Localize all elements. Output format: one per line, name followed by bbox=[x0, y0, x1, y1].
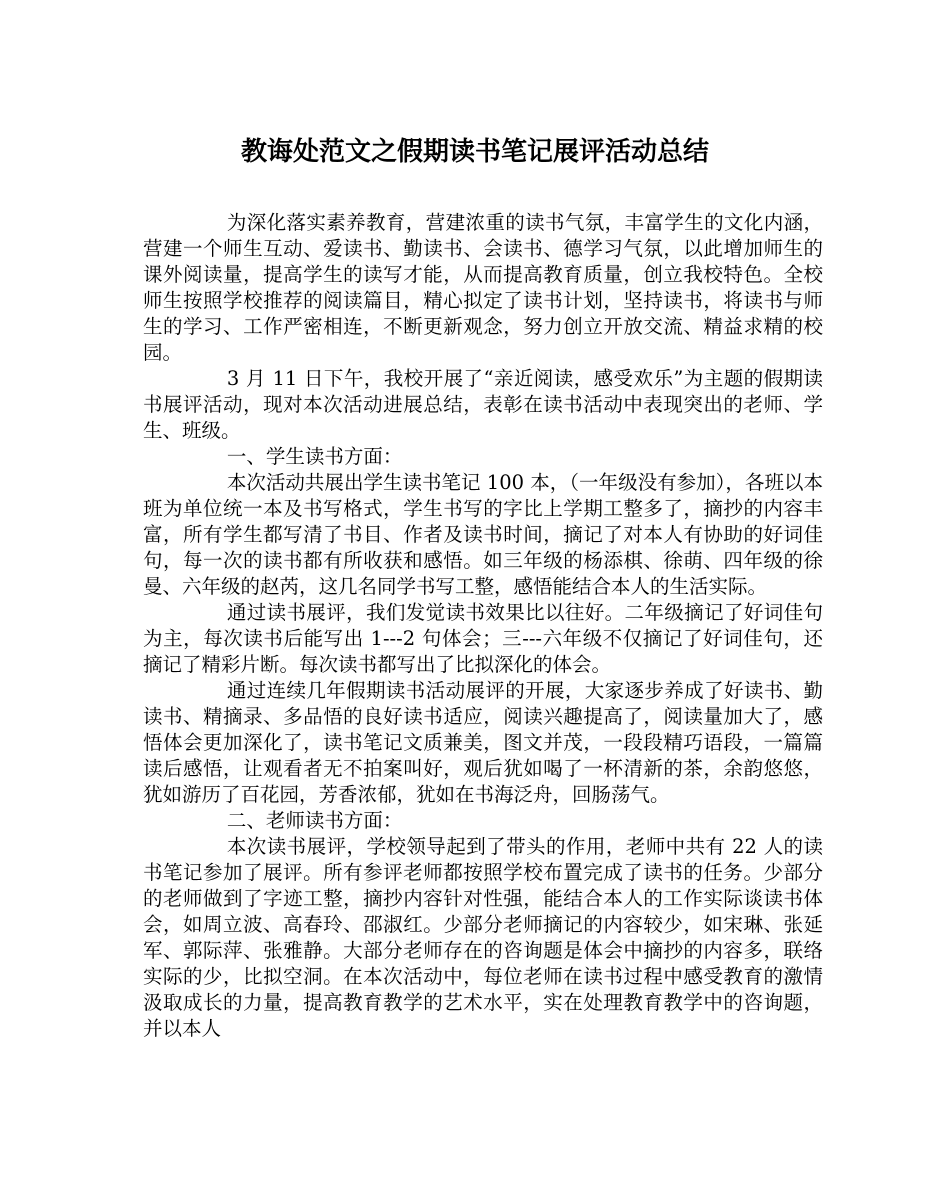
paragraph-event: 3 月 11 日下午，我校开展了“亲近阅读，感受欢乐”为主题的假期读书展评活动，现对本次活动进展总结，表彰在读书活动中表现突出的老师、学生、班级。 bbox=[143, 367, 823, 442]
paragraph-teachers: 本次读书展评，学校领导起到了带头的作用，老师中共有 22 人的读书笔记参加了展评。所有参评老师都按照学校布置完成了读书的任务。少部分的老师做到了字迹工整，摘抄内容针对性强，能结合本人的工作实际谈读书体会，如周立波、高春玲、邵淑红。少部分老师摘记的内容较少，如宋琳、张延军、郭际萍、张雅静。大部分老师存在的咨询题是体会中摘抄的内容多，联络实际的少，比拟空洞。在本次活动中，每位老师在读书过程中感受教育的激情汲取成长的力量，提高教育教学的艺术水平，实在处理教育教学中的咨询题，并以本人 bbox=[143, 835, 823, 1040]
paragraph-intro: 为深化落实素养教育，营建浓重的读书气氛，丰富学生的文化内涵，营建一个师生互动、爱读书、勤读书、会读书、德学习气氛，以此增加师生的课外阅读量，提高学生的读写才能，从而提高教育质量，创立我校特色。全校师生按照学校推荐的阅读篇目，精心拟定了读书计划，坚持读书，将读书与师生的学习、工作严密相连，不断更新观念，努力创立开放交流、精益求精的校园。 bbox=[143, 211, 823, 364]
section-heading-teachers: 二、老师读书方面： bbox=[226, 809, 403, 832]
paragraph-students-notes: 本次活动共展出学生读书笔记 100 本，（一年级没有参加），各班以本班为单位统一本及书写格式，学生书写的字比上学期工整多了，摘抄的内容丰富，所有学生都写清了书目、作者及读书时间，摘记了对本人有协助的好词佳句，每一次的读书都有所收获和感悟。如三年级的杨添棋、徐萌、四年级的徐曼、六年级的赵芮，这几名同学书写工整，感悟能结合本人的生活实际。 bbox=[143, 471, 823, 598]
document-title: 教诲处范文之假期读书笔记展评活动总结 bbox=[240, 137, 709, 167]
section-heading-students: 一、学生读书方面： bbox=[226, 445, 403, 468]
paragraph-students-habits: 通过连续几年假期读书活动展评的开展，大家逐步养成了好读书、勤读书、精摘录、多品悟的良好读书适应，阅读兴趣提高了，阅读量加大了，感悟体会更加深化了，读书笔记文质兼美，图文并茂，一段段精巧语段，一篇篇读后感悟，让观看者无不拍案叫好，观后犹如喝了一杯清新的茶，余韵悠悠，犹如游历了百花园，芳香浓郁，犹如在书海泛舟，回肠荡气。 bbox=[143, 679, 823, 806]
paragraph-students-effect: 通过读书展评，我们发觉读书效果比以往好。二年级摘记了好词佳句为主，每次读书后能写出 1---2 句体会；三---六年级不仅摘记了好词佳句，还摘记了精彩片断。每次读书都写出了比拟深化的体会。 bbox=[143, 601, 823, 676]
document-body bbox=[143, 210, 823, 1042]
